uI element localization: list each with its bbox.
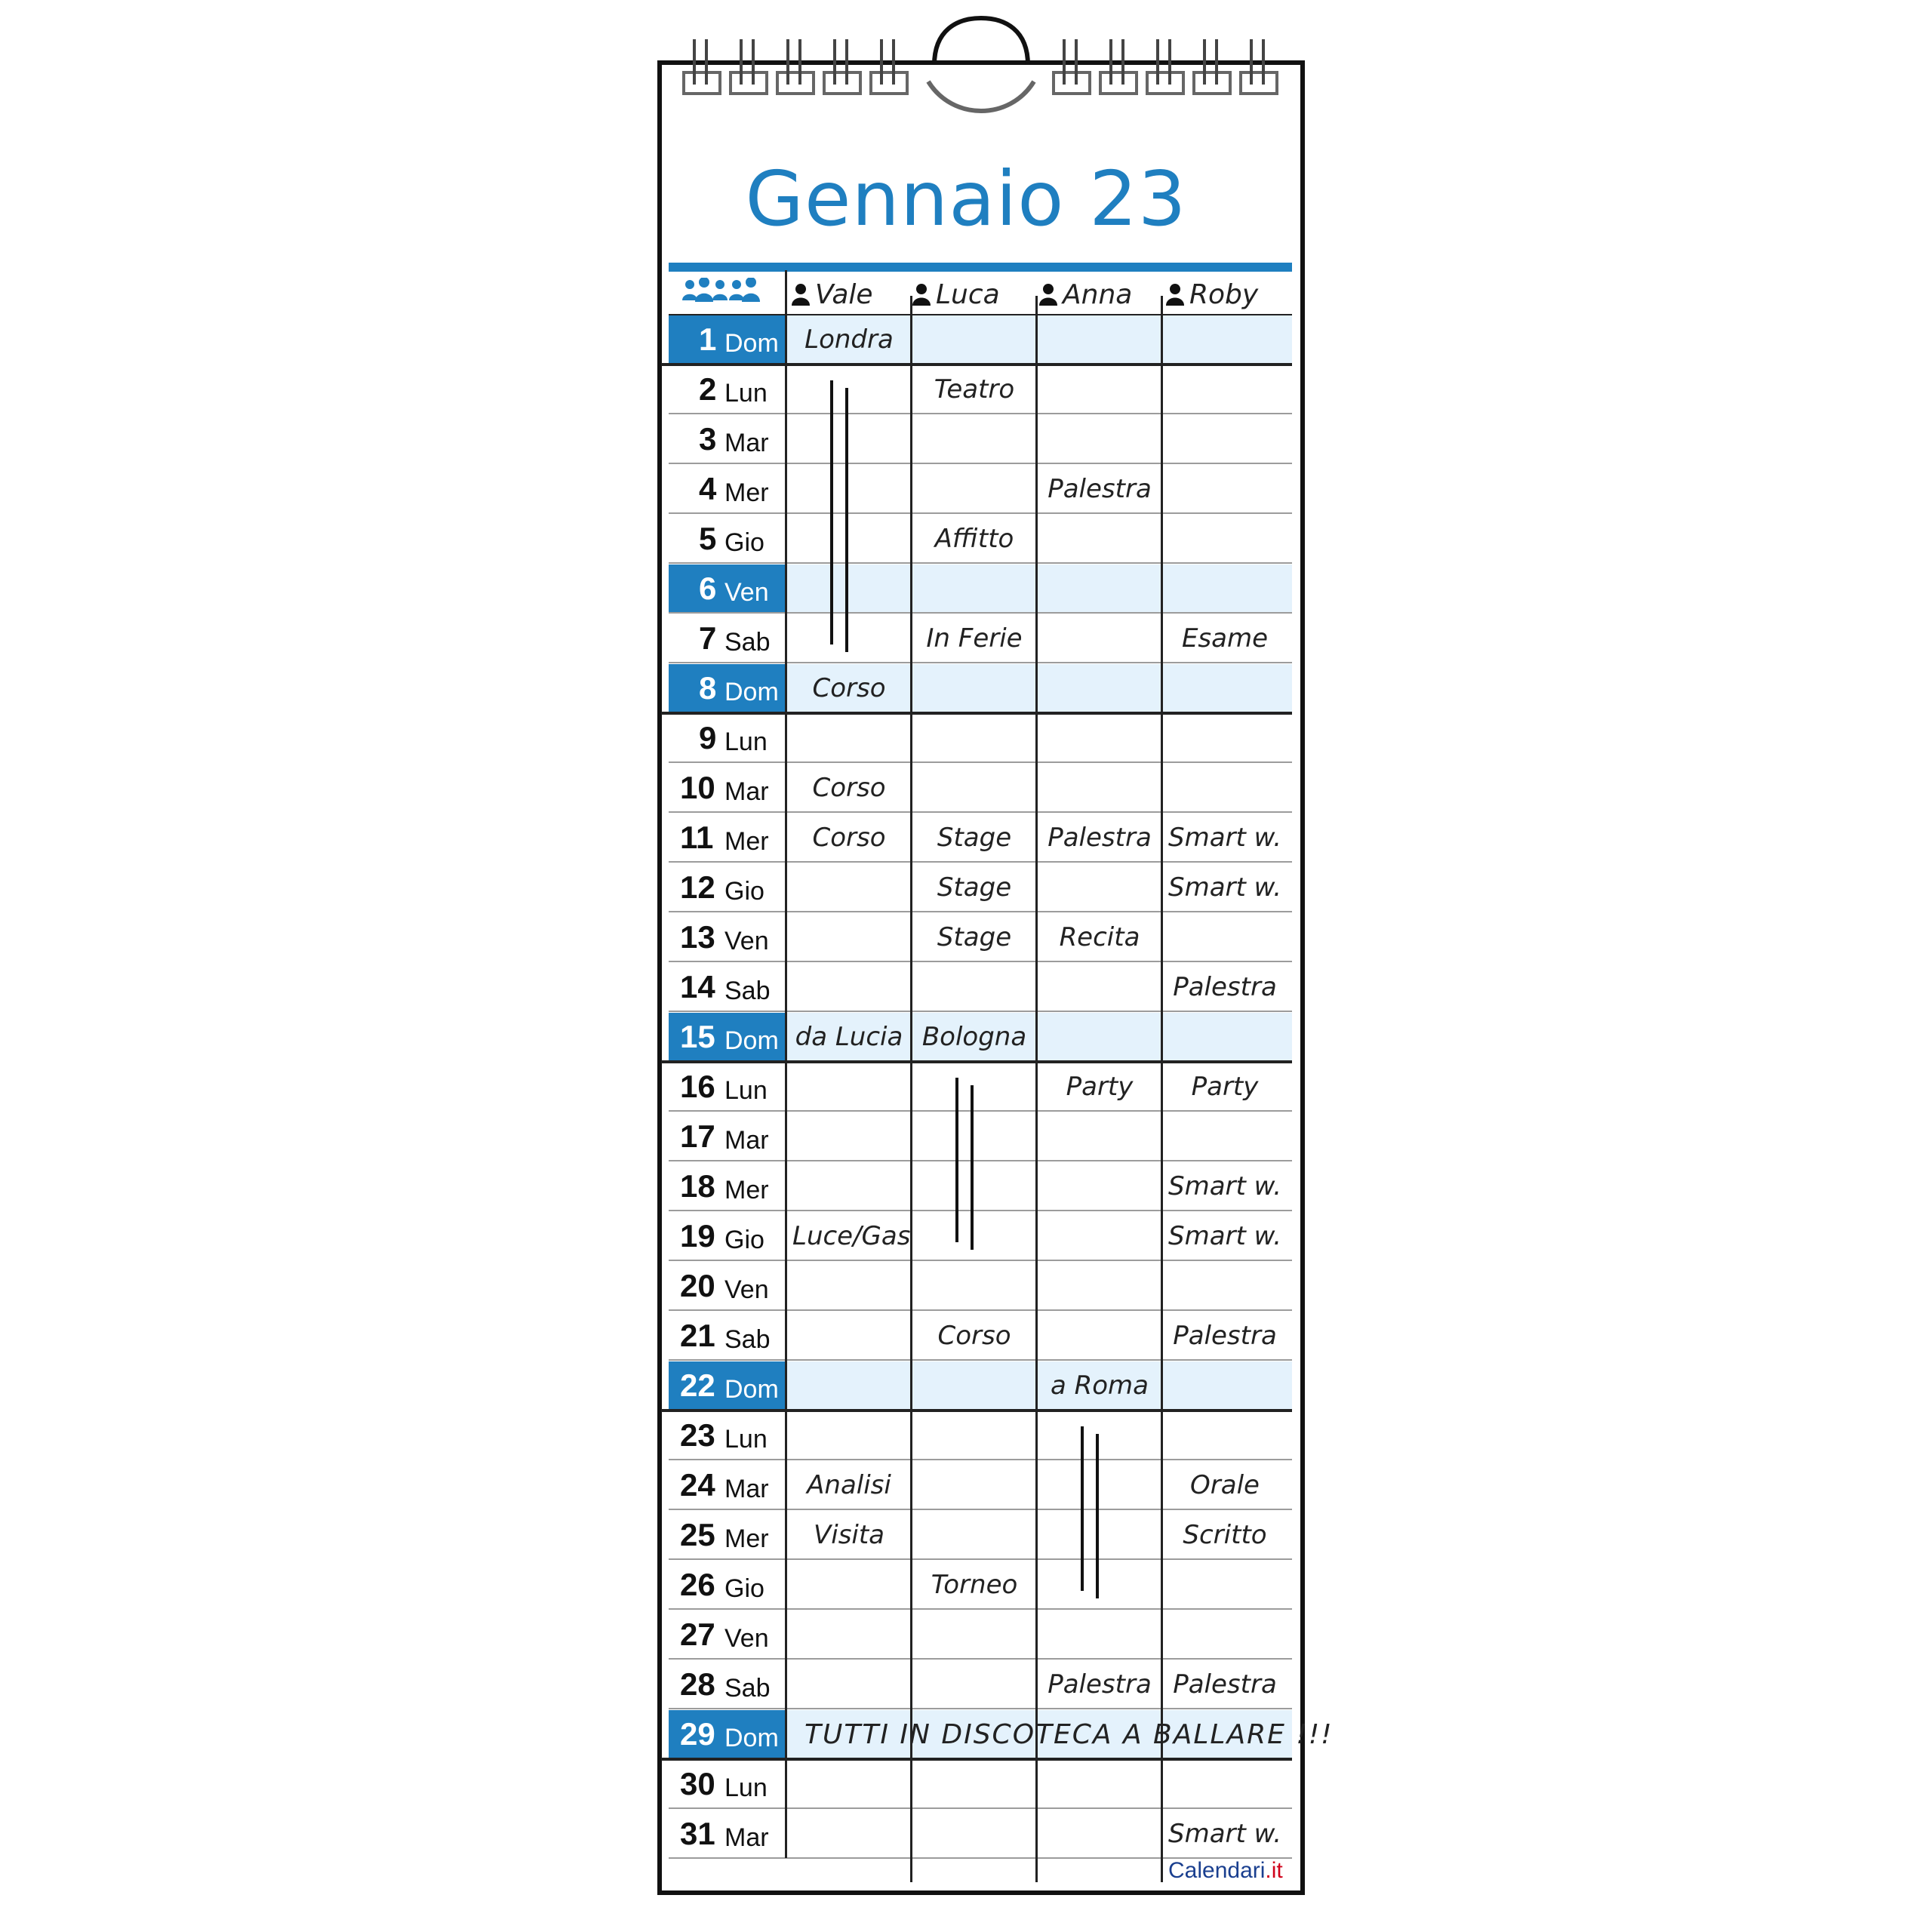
person-icon (791, 283, 811, 306)
row-divider (669, 413, 1292, 414)
day-number: 23 (680, 1417, 715, 1453)
column-divider (785, 270, 787, 1858)
span-mark (845, 388, 848, 652)
day-number: 30 (680, 1766, 715, 1801)
calendar-entry[interactable]: Palestra (1048, 474, 1152, 504)
brand-logo (1168, 1858, 1283, 1884)
calendar-entry[interactable]: Recita (1059, 922, 1140, 952)
row-divider (669, 811, 1292, 813)
day-name: Lun (724, 379, 768, 408)
day-name: Dom (724, 1724, 779, 1752)
day-number: 10 (680, 770, 715, 805)
week-divider (661, 363, 1292, 366)
row-divider (669, 861, 1292, 863)
calendar-entry[interactable]: a Roma (1050, 1371, 1149, 1401)
row-divider (669, 1359, 1292, 1361)
day-name: Mar (724, 1126, 769, 1155)
day-number: 8 (699, 670, 717, 706)
calendar-entry[interactable]: Affitto (934, 524, 1014, 554)
day-number: 1 (699, 321, 717, 357)
calendar-entry[interactable]: Smart w. (1168, 872, 1282, 903)
day-name: Ven (724, 578, 769, 607)
day-number: 7 (699, 620, 717, 656)
calendar-entry[interactable]: Scritto (1183, 1520, 1267, 1550)
row-divider (669, 1658, 1292, 1660)
calendar-entry[interactable]: Smart w. (1168, 1221, 1282, 1251)
row-divider (669, 1309, 1292, 1311)
day-number: 9 (699, 720, 717, 755)
day-name: Ven (724, 1275, 769, 1304)
column-divider (910, 296, 912, 1882)
day-number: 12 (680, 869, 715, 905)
column-divider (1161, 296, 1163, 1882)
column-header-vale (791, 279, 873, 310)
row-divider (669, 512, 1292, 514)
calendar-entry[interactable]: Party (1191, 1072, 1259, 1102)
day-name: Sab (724, 977, 771, 1005)
day-number: 13 (680, 919, 715, 955)
day-number: 17 (680, 1118, 715, 1154)
calendar-entry[interactable]: Torneo (931, 1570, 1018, 1600)
day-number: 2 (699, 371, 717, 407)
calendar-entry[interactable]: In Ferie (926, 623, 1023, 654)
calendar-entry[interactable]: Stage (937, 872, 1012, 903)
day-number: 16 (680, 1069, 715, 1104)
calendar-entry[interactable]: Bologna (921, 1022, 1027, 1052)
calendar-entry[interactable]: Palestra (1173, 1669, 1277, 1700)
day-name: Lun (724, 1774, 768, 1802)
person-icon (1165, 283, 1185, 306)
calendar-entry[interactable]: Palestra (1173, 1321, 1277, 1351)
span-mark (955, 1078, 958, 1242)
day-number: 20 (680, 1268, 715, 1303)
calendar-entry[interactable]: Teatro (934, 374, 1015, 405)
week-divider (661, 1060, 1292, 1063)
day-name: Gio (724, 1226, 764, 1254)
row-divider (669, 562, 1292, 564)
column-header-anna (1038, 279, 1132, 310)
calendar-entry[interactable]: Smart w. (1168, 1819, 1282, 1849)
calendar-entry[interactable]: Stage (937, 823, 1012, 853)
calendar-entry[interactable]: Palestra (1048, 1669, 1152, 1700)
row-divider (669, 1807, 1292, 1809)
brand-name: Calendari (1168, 1858, 1266, 1883)
span-mark (1096, 1434, 1099, 1598)
day-name: Mer (724, 827, 769, 856)
row-divider (669, 1110, 1292, 1112)
day-number: 11 (680, 820, 714, 855)
day-name: Sab (724, 1674, 771, 1703)
day-number: 24 (680, 1467, 715, 1503)
row-divider (669, 1509, 1292, 1510)
column-header-roby (1165, 279, 1258, 310)
week-divider (661, 1409, 1292, 1412)
day-name: Mar (724, 1475, 769, 1503)
calendar-entry[interactable]: Smart w. (1168, 1171, 1282, 1201)
day-name: Mer (724, 1524, 769, 1553)
day-name: Gio (724, 877, 764, 906)
day-name: Lun (724, 1425, 768, 1454)
row-divider (669, 1210, 1292, 1211)
row-divider (669, 463, 1292, 464)
person-icon (1038, 283, 1058, 306)
column-divider (1035, 296, 1038, 1882)
row-divider (669, 1558, 1292, 1560)
span-mark (1081, 1426, 1084, 1591)
day-name: Sab (724, 1325, 771, 1354)
calendar-entry[interactable]: Stage (937, 922, 1012, 952)
day-name: Dom (724, 1026, 779, 1055)
day-name: Mar (724, 777, 769, 806)
column-header-label: Luca (936, 279, 1000, 310)
calendar-entry[interactable]: Analisi (807, 1470, 891, 1500)
day-name: Lun (724, 1076, 768, 1105)
row-divider (669, 662, 1292, 663)
day-number: 19 (680, 1218, 715, 1254)
day-number: 31 (680, 1816, 715, 1851)
calendar-entry[interactable]: Luce/Gas (792, 1221, 911, 1251)
day-number: 29 (680, 1716, 715, 1752)
day-name: Gio (724, 528, 764, 557)
day-number: 4 (699, 471, 717, 506)
calendar-entry[interactable]: TUTTI IN DISCOTECA A BALLARE !!! (804, 1719, 1334, 1750)
day-number: 6 (699, 571, 717, 606)
day-number: 14 (680, 969, 715, 1004)
day-number: 3 (699, 421, 717, 457)
day-name: Dom (724, 1375, 779, 1404)
people-group-icon (681, 278, 761, 305)
day-number: 21 (680, 1318, 715, 1353)
day-number: 28 (680, 1666, 715, 1702)
day-name: Lun (724, 728, 768, 756)
calendar-entry[interactable]: Corso (937, 1321, 1011, 1351)
calendar-entry[interactable]: Palestra (1048, 823, 1152, 853)
span-mark (971, 1085, 974, 1250)
calendar-entry[interactable]: Londra (804, 325, 894, 355)
column-header-label: Roby (1189, 279, 1259, 310)
day-number: 18 (680, 1168, 715, 1204)
calendar-entry[interactable]: Visita (813, 1520, 885, 1550)
day-name: Sab (724, 628, 771, 657)
row-divider (669, 911, 1292, 912)
calendar-entry[interactable]: Palestra (1173, 972, 1277, 1002)
column-header-label: Vale (815, 279, 873, 310)
week-divider (661, 712, 1292, 715)
row-divider (669, 1260, 1292, 1261)
day-number: 25 (680, 1517, 715, 1552)
day-name: Ven (724, 927, 769, 955)
row-divider (669, 1011, 1292, 1012)
calendar-entry[interactable]: da Lucia (795, 1022, 903, 1052)
page-title: Gennaio 23 (745, 155, 1187, 243)
row-divider (669, 761, 1292, 763)
row-divider (669, 961, 1292, 962)
day-name: Gio (724, 1574, 764, 1603)
row-divider (669, 1160, 1292, 1161)
day-name: Mar (724, 429, 769, 457)
week-divider (661, 1758, 1292, 1761)
day-name: Mer (724, 1176, 769, 1204)
column-header-luca (912, 279, 1000, 310)
calendar-entry[interactable]: Smart w. (1168, 823, 1282, 853)
day-name: Mer (724, 478, 769, 507)
calendar-entry[interactable]: Corso (812, 823, 886, 853)
calendar-entry[interactable]: Esame (1181, 623, 1269, 654)
day-name: Mar (724, 1823, 769, 1852)
person-icon (912, 283, 931, 306)
day-number: 22 (680, 1367, 715, 1403)
day-name: Dom (724, 678, 779, 706)
calendar-entry[interactable]: Corso (812, 773, 886, 803)
row-divider (669, 1459, 1292, 1460)
row-divider (669, 612, 1292, 614)
calendar-entry[interactable]: Party (1066, 1072, 1134, 1102)
span-mark (830, 380, 833, 645)
row-divider (669, 1608, 1292, 1610)
column-header-label: Anna (1063, 279, 1133, 310)
calendar-entry[interactable]: Corso (812, 673, 886, 703)
day-number: 15 (680, 1019, 715, 1054)
day-number: 26 (680, 1567, 715, 1602)
brand-tld: .it (1265, 1858, 1283, 1883)
row-divider (669, 1708, 1292, 1709)
day-name: Ven (724, 1624, 769, 1653)
day-number: 27 (680, 1617, 715, 1652)
day-name: Dom (724, 329, 779, 358)
day-number: 5 (699, 521, 717, 556)
calendar-entry[interactable]: Orale (1190, 1470, 1260, 1500)
